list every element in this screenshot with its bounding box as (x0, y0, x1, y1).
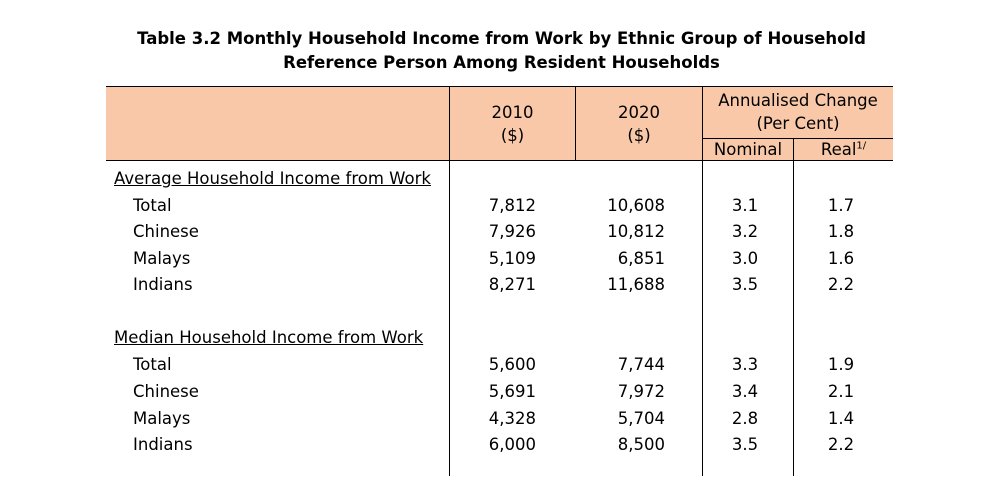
value-2020: 7,744 (617, 355, 665, 374)
value-2010: 7,812 (488, 196, 536, 215)
value-real: 1.9 (827, 355, 855, 374)
section-title-median: Median Household Income from Work (114, 328, 424, 347)
row-label: Indians (133, 275, 193, 294)
row-label: Total (133, 196, 172, 215)
column-divider-2 (575, 86, 576, 161)
header-year-2010: 2010 (491, 103, 534, 122)
row-label: Chinese (133, 382, 199, 401)
header-year-2020-unit: ($) (627, 126, 651, 145)
value-real: 1.6 (827, 249, 855, 268)
value-2020: 11,688 (607, 275, 665, 294)
header-top-rule (106, 86, 893, 87)
value-2020: 10,812 (607, 222, 665, 241)
table-row (0, 195, 1003, 217)
value-2010: 8,271 (488, 275, 536, 294)
header-annualised-change: Annualised Change (718, 91, 878, 110)
header-year-2010-unit: ($) (500, 126, 525, 145)
table-row (0, 434, 1003, 456)
value-real: 2.2 (827, 275, 855, 294)
header-real-footnote: 1/ (856, 140, 867, 152)
table-title-line-2: Reference Person Among Resident Households (283, 53, 720, 72)
row-label: Total (133, 355, 172, 374)
row-label: Malays (133, 249, 191, 268)
value-nominal: 3.5 (731, 435, 759, 454)
value-2020: 10,608 (607, 196, 665, 215)
value-nominal: 3.0 (731, 249, 759, 268)
value-2020: 6,851 (617, 249, 665, 268)
value-nominal: 3.2 (731, 222, 759, 241)
table-row (0, 354, 1003, 376)
header-bottom-rule (106, 160, 893, 161)
value-real: 1.8 (827, 222, 855, 241)
value-2010: 4,328 (488, 409, 536, 428)
value-nominal: 3.3 (731, 355, 759, 374)
value-2010: 5,691 (488, 382, 536, 401)
row-label: Indians (133, 435, 193, 454)
table-row (0, 274, 1003, 296)
table-title-line-1: Table 3.2 Monthly Household Income from Work by Ethnic Group of Household (137, 29, 866, 48)
value-real: 2.1 (827, 382, 855, 401)
table-row (0, 248, 1003, 270)
row-label: Malays (133, 409, 191, 428)
value-nominal: 2.8 (731, 409, 759, 428)
value-nominal: 3.5 (731, 275, 759, 294)
header-year-2020: 2020 (618, 103, 660, 122)
value-2010: 5,109 (488, 249, 536, 268)
value-2010: 7,926 (488, 222, 536, 241)
value-real: 1.7 (827, 196, 855, 215)
header-real-label: Real (820, 140, 857, 159)
table-title (0, 27, 1003, 75)
row-label: Chinese (133, 222, 199, 241)
value-real: 2.2 (827, 435, 855, 454)
value-2010: 5,600 (488, 355, 536, 374)
table-row (0, 381, 1003, 403)
header-real (794, 140, 893, 160)
value-real: 1.4 (827, 409, 855, 428)
header-per-cent: (Per Cent) (756, 114, 840, 133)
section-title-average: Average Household Income from Work (114, 169, 431, 188)
value-nominal: 3.4 (731, 382, 759, 401)
value-2010: 6,000 (488, 435, 536, 454)
value-2020: 5,704 (617, 409, 665, 428)
header-nominal: Nominal (713, 140, 783, 159)
value-nominal: 3.1 (731, 196, 759, 215)
change-subheader-rule (702, 138, 893, 139)
table-row (0, 408, 1003, 430)
value-2020: 7,972 (617, 382, 665, 401)
table-row (0, 221, 1003, 243)
value-2020: 8,500 (617, 435, 665, 454)
